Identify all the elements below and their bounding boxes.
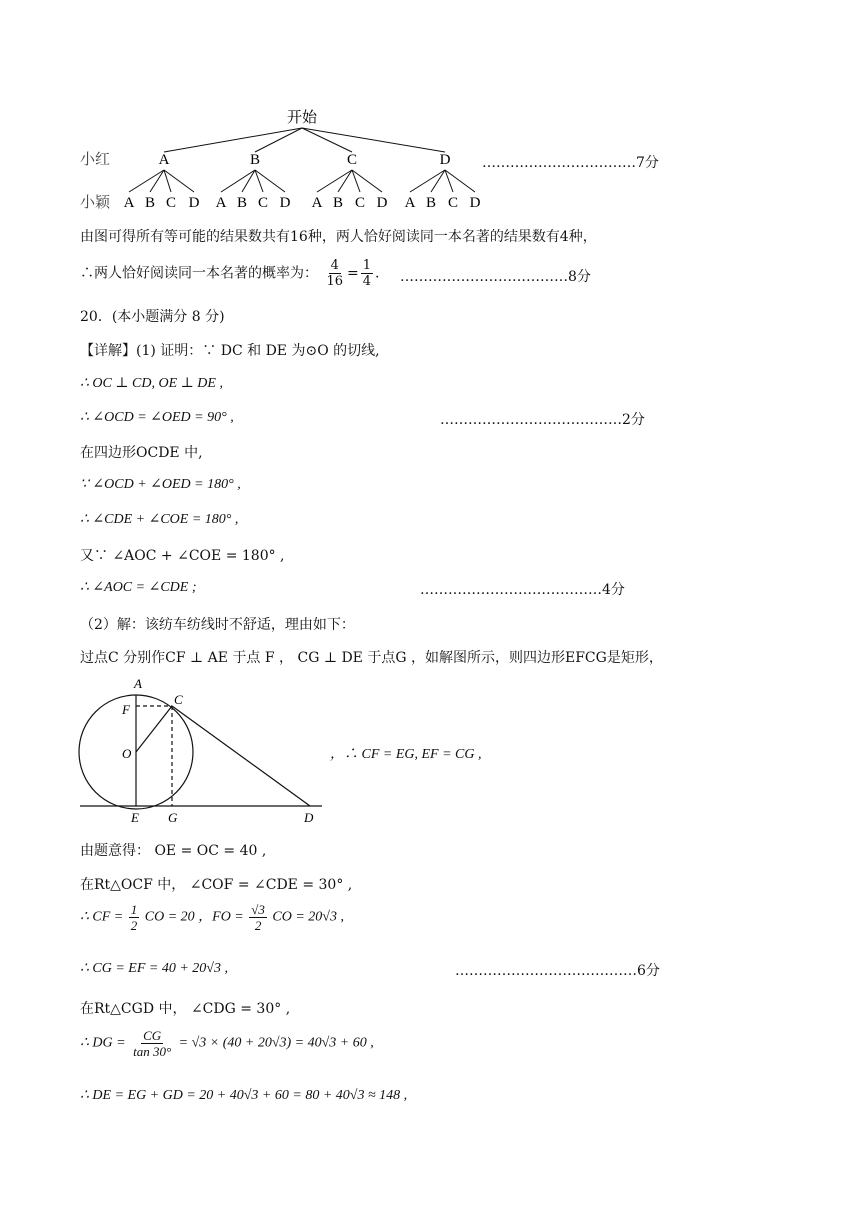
text-line: ∴ CG = EF = 40 + 20√3 , bbox=[80, 961, 228, 976]
probability-tree-diagram bbox=[70, 100, 490, 215]
text-line: ∴ ∠OCD = ∠OED = 90° , bbox=[80, 410, 234, 425]
level2-node: B bbox=[236, 195, 248, 211]
text-line: 在Rt△OCF 中， ∠COF = ∠CDE = 30° , bbox=[80, 877, 353, 893]
text-line: 在Rt△CGD 中， ∠CDG = 30° , bbox=[80, 1001, 291, 1017]
segment-oc bbox=[136, 706, 172, 752]
level2-node: B bbox=[144, 195, 156, 211]
equation-line: ∴ DG = $\frac{CG}{\tan 30^\circ}$ = √3 × (40 + 20√3) = 40√3 + 60 , bbox=[80, 1028, 374, 1059]
text-line: 由图可得所有等可能的结果数共有16种，两人恰好阅读同一本名著的结果数有4种， bbox=[80, 229, 597, 245]
score-marker: ……………………………7分 bbox=[482, 155, 659, 171]
question-heading: 20．(本小题满分 8 分) bbox=[80, 309, 225, 325]
label-c: C bbox=[174, 692, 183, 707]
geometry-figure bbox=[72, 670, 332, 825]
level2-node: D bbox=[279, 195, 291, 211]
label-g: G bbox=[168, 810, 178, 825]
text-line: ∴ DE = EG + GD = 20 + 40√3 + 60 = 80 + 40√3 ≈ 148 , bbox=[80, 1088, 408, 1103]
fraction: $\frac{1}{2}$ bbox=[130, 902, 138, 933]
level1-node: D bbox=[439, 152, 451, 168]
label-e: E bbox=[131, 810, 139, 825]
tree-edges-level1 bbox=[164, 128, 445, 152]
level2-node: C bbox=[165, 195, 177, 211]
text-line: （2）解：该纺车纺线时不舒适，理由如下： bbox=[80, 617, 355, 633]
level2-node: B bbox=[425, 195, 437, 211]
text-line: ∴ OC ⊥ CD, OE ⊥ DE , bbox=[80, 376, 223, 391]
text-line: ∵ ∠OCD + ∠OED = 180° , bbox=[80, 477, 241, 492]
text-line: ∴ ∠CDE + ∠COE = 180° , bbox=[80, 512, 239, 527]
fraction: $\frac{CG}{\tan 30^\circ}$ bbox=[133, 1028, 172, 1059]
label-d: D bbox=[304, 810, 314, 825]
text-line: 由题意得： OE = OC = 40 , bbox=[80, 843, 267, 859]
score-marker: ………………………………8分 bbox=[400, 269, 591, 285]
label-f: F bbox=[122, 702, 130, 717]
level2-node: C bbox=[257, 195, 269, 211]
text-line: 【详解】(1) 证明：∵ DC 和 DE 为⊙O 的切线, bbox=[80, 343, 380, 359]
level2-node: A bbox=[123, 195, 135, 211]
level1-node: C bbox=[346, 152, 358, 168]
level2-node: C bbox=[447, 195, 459, 211]
text-line: 在四边形OCDE 中, bbox=[80, 445, 203, 461]
text-line: 又∵ ∠AOC + ∠COE = 180° , bbox=[80, 548, 285, 564]
label-a: A bbox=[134, 676, 142, 691]
equation-line: ∴ CF = $\frac{1}{2}$ CO = 20 ，FO = $\frac{√3}{2}$ CO = 20√3 , bbox=[80, 902, 344, 933]
level2-node: A bbox=[215, 195, 227, 211]
level2-node: B bbox=[332, 195, 344, 211]
text-line: ，∴ CF = EG, EF = CG , bbox=[330, 747, 482, 762]
level2-nodes bbox=[124, 195, 481, 211]
level2-node: A bbox=[311, 195, 323, 211]
level1-node: A bbox=[158, 152, 170, 168]
score-marker: …………………………………2分 bbox=[440, 412, 645, 428]
tree-root-label: 开始 bbox=[286, 110, 318, 126]
score-marker: …………………………………6分 bbox=[455, 963, 660, 979]
level2-node: D bbox=[469, 195, 481, 211]
row-label-xiaoying: 小颖 bbox=[80, 195, 111, 211]
probability-line: ∴两人恰好阅读同一本名著的概率为： $\frac{4}{16}$ = $\frac{1}{4}$ . bbox=[80, 258, 380, 289]
text-line: 过点C 分别作CF ⊥ AE 于点 F ， CG ⊥ DE 于点G ，如解图所示，则四边形EFCG是矩形， bbox=[80, 650, 663, 666]
fraction: $\frac{4}{16}$ bbox=[326, 258, 343, 289]
row-label-xiaohong: 小红 bbox=[80, 152, 111, 168]
fraction: $\frac{1}{4}$ bbox=[362, 258, 372, 289]
score-marker: …………………………………4分 bbox=[420, 582, 625, 598]
tree-edges-level2 bbox=[129, 170, 475, 192]
level1-node: B bbox=[249, 152, 261, 168]
level2-node: C bbox=[354, 195, 366, 211]
fraction: $\frac{√3}{2}$ bbox=[251, 902, 265, 933]
text-line: ∴ ∠AOC = ∠CDE ; bbox=[80, 580, 197, 595]
level2-node: A bbox=[404, 195, 416, 211]
label-o: O bbox=[122, 746, 132, 761]
level2-node: D bbox=[188, 195, 200, 211]
level2-node: D bbox=[376, 195, 388, 211]
